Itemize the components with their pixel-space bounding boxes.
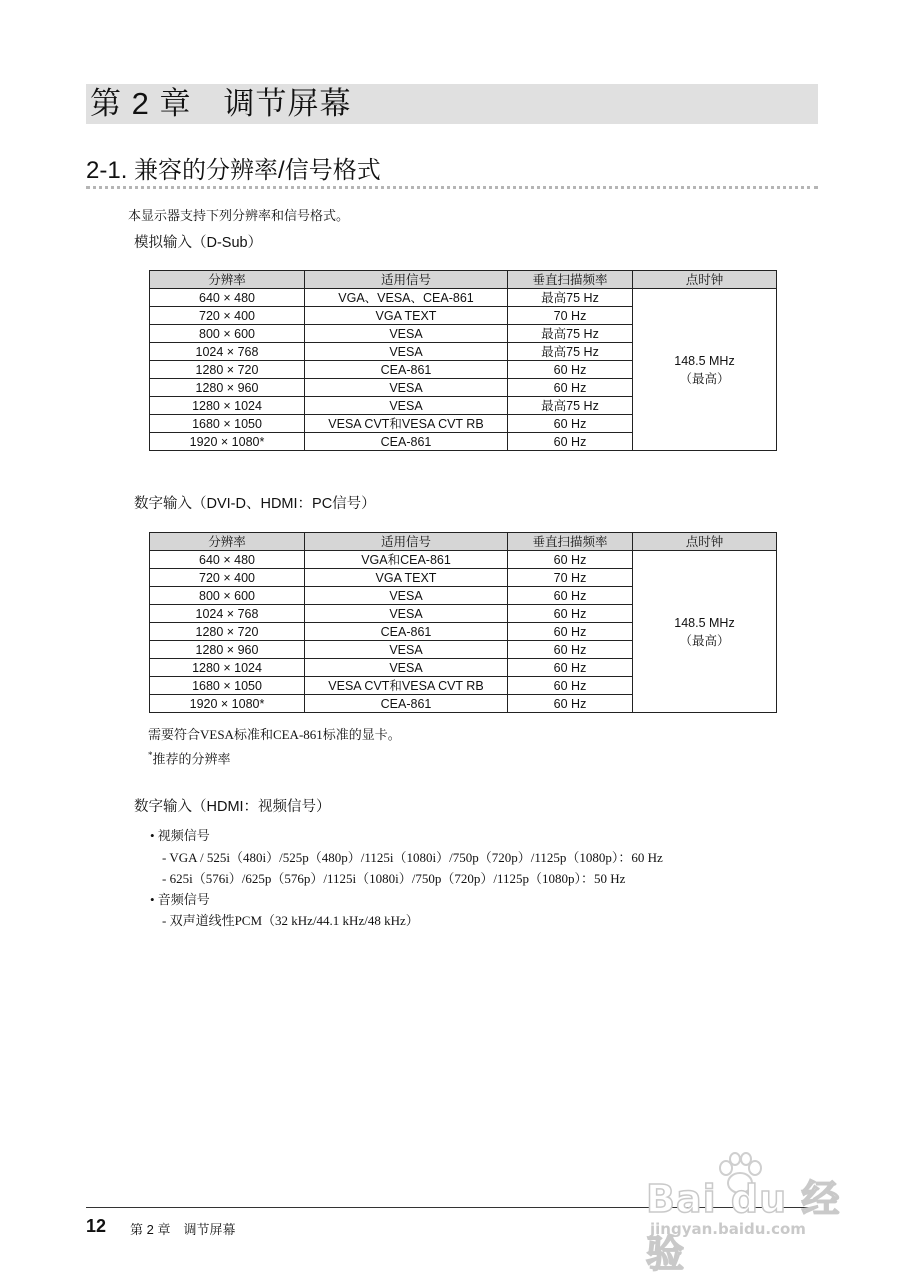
cell-resolution: 720 × 400 — [150, 569, 305, 587]
header-signal: 适用信号 — [305, 533, 508, 551]
cell-signal: VGA TEXT — [305, 307, 508, 325]
chapter-header — [86, 84, 818, 124]
cell-signal: CEA-861 — [305, 361, 508, 379]
table-row — [150, 551, 777, 569]
cell-resolution: 1680 × 1050 — [150, 415, 305, 433]
cell-resolution: 1280 × 960 — [150, 641, 305, 659]
audio-signal-label: • 音频信号 — [150, 892, 210, 907]
cell-signal: VGA、VESA、CEA-861 — [305, 289, 508, 307]
cell-signal: VESA — [305, 641, 508, 659]
cell-frequency: 60 Hz — [508, 641, 633, 659]
table-header-row — [150, 271, 777, 289]
cell-frequency: 70 Hz — [508, 569, 633, 587]
cell-frequency: 60 Hz — [508, 551, 633, 569]
header-resolution: 分辨率 — [150, 271, 305, 289]
baidu-watermark — [640, 1150, 850, 1276]
cell-signal: VESA — [305, 343, 508, 361]
cell-resolution: 1680 × 1050 — [150, 677, 305, 695]
cell-signal: VESA — [305, 379, 508, 397]
section-divider — [86, 186, 818, 189]
cell-frequency: 60 Hz — [508, 695, 633, 713]
cell-resolution: 1280 × 1024 — [150, 397, 305, 415]
cell-frequency: 最高75 Hz — [508, 343, 633, 361]
cell-frequency: 最高75 Hz — [508, 397, 633, 415]
dot-clock-value: 148.5 MHz — [674, 615, 735, 630]
cell-resolution: 720 × 400 — [150, 307, 305, 325]
digital-pc-input-heading: 数字输入（DVI-D、HDMI：PC信号） — [134, 496, 376, 512]
asterisk-mark: * — [148, 750, 153, 760]
cell-signal: VESA CVT和VESA CVT RB — [305, 415, 508, 433]
cell-frequency: 60 Hz — [508, 587, 633, 605]
cell-frequency: 60 Hz — [508, 379, 633, 397]
cell-signal: VESA — [305, 325, 508, 343]
cell-frequency: 最高75 Hz — [508, 289, 633, 307]
header-dot-clock: 点时钟 — [633, 271, 777, 289]
cell-signal: VESA — [305, 397, 508, 415]
video-signal-label: • 视频信号 — [150, 828, 210, 843]
header-signal: 适用信号 — [305, 271, 508, 289]
digital-video-input-heading: 数字输入（HDMI：视频信号） — [134, 799, 331, 815]
cell-signal: VESA — [305, 659, 508, 677]
page-number: 12 — [86, 1216, 107, 1236]
cell-frequency: 60 Hz — [508, 623, 633, 641]
cell-signal: CEA-861 — [305, 695, 508, 713]
cell-dot-clock — [633, 551, 777, 713]
video-signal-60hz: - VGA / 525i（480i）/525p（480p）/1125i（1080i）/750p（720p）/1125p（1080p）：60 Hz — [162, 850, 663, 865]
section-title: 2-1. 兼容的分辨率/信号格式 — [86, 157, 381, 184]
cell-signal: VESA CVT和VESA CVT RB — [305, 677, 508, 695]
recommended-label: 推荐的分辨率 — [152, 751, 231, 767]
cell-resolution: 1920 × 1080* — [150, 695, 305, 713]
analog-resolution-table — [149, 270, 777, 451]
cell-frequency: 60 Hz — [508, 677, 633, 695]
cell-signal: VGA和CEA-861 — [305, 551, 508, 569]
header-vertical-frequency: 垂直扫描频率 — [508, 271, 633, 289]
cell-resolution: 800 × 600 — [150, 587, 305, 605]
cell-frequency: 60 Hz — [508, 361, 633, 379]
digital-pc-resolution-table — [149, 532, 777, 713]
cell-resolution: 1920 × 1080* — [150, 433, 305, 451]
cell-signal: VESA — [305, 605, 508, 623]
cell-resolution: 1280 × 720 — [150, 361, 305, 379]
cell-frequency: 60 Hz — [508, 433, 633, 451]
cell-frequency: 最高75 Hz — [508, 325, 633, 343]
cell-resolution: 800 × 600 — [150, 325, 305, 343]
vesa-note: 需要符合VESA标准和CEA-861标准的显卡。 — [148, 727, 401, 742]
dot-clock-note: （最高） — [679, 371, 730, 386]
cell-resolution: 1280 × 1024 — [150, 659, 305, 677]
dot-clock-value: 148.5 MHz — [674, 353, 735, 368]
cell-resolution: 640 × 480 — [150, 289, 305, 307]
table-row — [150, 289, 777, 307]
header-resolution: 分辨率 — [150, 533, 305, 551]
cell-signal: CEA-861 — [305, 433, 508, 451]
footer-chapter-title: 第 2 章 调节屏幕 — [130, 1222, 236, 1237]
cell-signal: VESA — [305, 587, 508, 605]
cell-frequency: 70 Hz — [508, 307, 633, 325]
cell-resolution: 1024 × 768 — [150, 605, 305, 623]
analog-input-heading: 模拟输入（D-Sub） — [134, 235, 263, 251]
cell-frequency: 60 Hz — [508, 605, 633, 623]
cell-resolution: 1280 × 960 — [150, 379, 305, 397]
audio-signal-pcm: - 双声道线性PCM（32 kHz/44.1 kHz/48 kHz） — [162, 913, 419, 928]
cell-frequency: 60 Hz — [508, 415, 633, 433]
cell-signal: CEA-861 — [305, 623, 508, 641]
intro-text: 本显示器支持下列分辨率和信号格式。 — [128, 208, 350, 223]
cell-resolution: 1024 × 768 — [150, 343, 305, 361]
header-dot-clock: 点时钟 — [633, 533, 777, 551]
cell-signal: VGA TEXT — [305, 569, 508, 587]
table-header-row — [150, 533, 777, 551]
watermark-brand: Bai du 经验 — [646, 1177, 841, 1276]
header-vertical-frequency: 垂直扫描频率 — [508, 533, 633, 551]
dot-clock-note: （最高） — [679, 633, 730, 648]
cell-resolution: 1280 × 720 — [150, 623, 305, 641]
watermark-url: jingyan.baidu.com — [650, 1220, 806, 1238]
recommended-note — [148, 747, 231, 767]
cell-dot-clock — [633, 289, 777, 451]
cell-frequency: 60 Hz — [508, 659, 633, 677]
video-signal-50hz: - 625i（576i）/625p（576p）/1125i（1080i）/750p（720p）/1125p（1080p）：50 Hz — [162, 871, 626, 886]
chapter-title: 第 2 章 调节屏幕 — [90, 86, 352, 121]
cell-resolution: 640 × 480 — [150, 551, 305, 569]
